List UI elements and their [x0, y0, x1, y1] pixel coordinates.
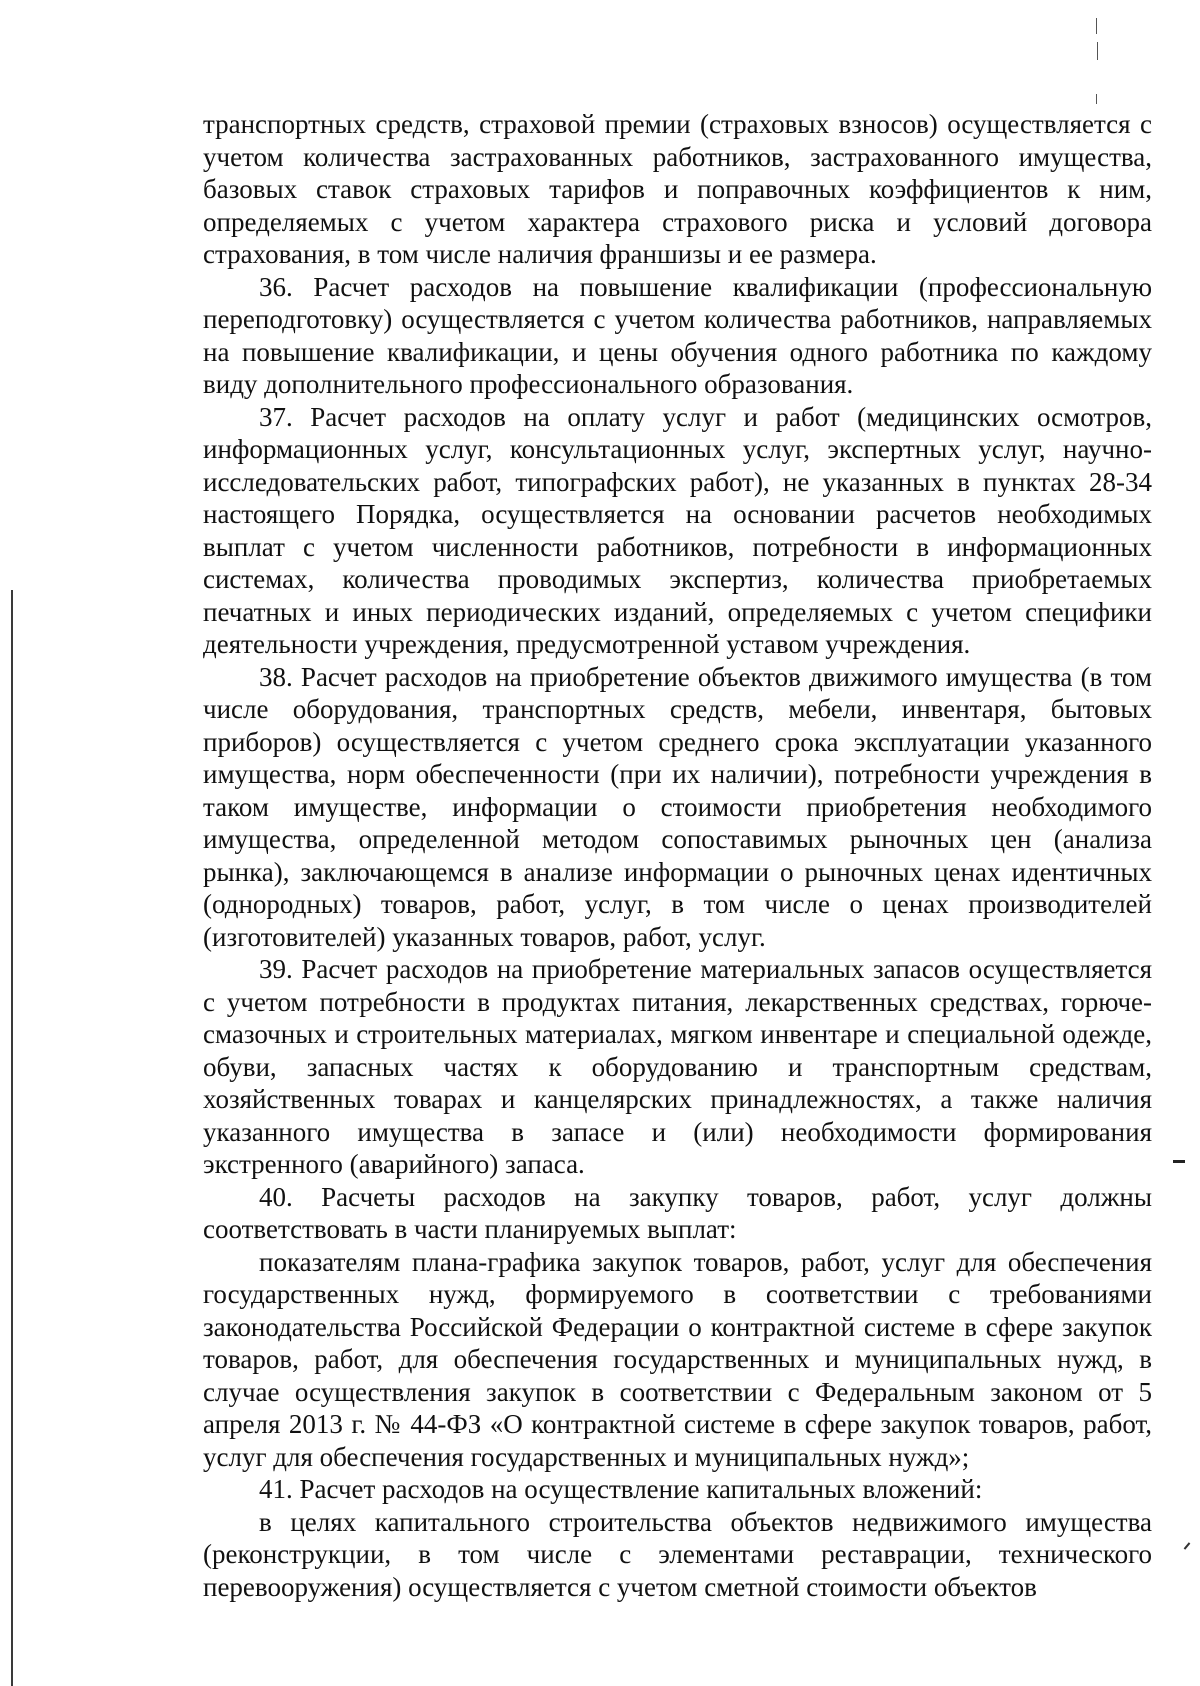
scan-artifact	[1096, 18, 1097, 34]
scan-artifact	[1097, 42, 1098, 60]
document-body	[203, 108, 1152, 1603]
margin-tick-mark	[1184, 1542, 1191, 1549]
paragraph-41-item: в целях капитального строительства объектов недвижимого имущества (реконструкции, в том числе с элементами реставрации, технического перевооружения) осуществляется с учетом сметной стоимости объектов	[203, 1506, 1152, 1602]
paragraph-41: 41. Расчет расходов на осуществление капитальных вложений:	[259, 1474, 983, 1504]
paragraph-40: 40. Расчеты расходов на закупку товаров, работ, услуг должны соответствовать в части планируемых выплат:	[203, 1181, 1152, 1244]
paragraph-37: 37. Расчет расходов на оплату услуг и работ (медицинских осмотров, информационных услуг, консультационных услуг, экспертных услуг, научно-исследовательских работ, типографских работ), не указанных в пунктах 28-34 настоящего Порядка, осуществляется на основании расчетов необходимых выплат с учетом численности работников, потребности в информационных системах, количества проводимых экспертиз, количества приобретаемых печатных и иных периодических изданий, определяемых с учетом специфики деятельности учреждения, предусмотренной уставом учреждения.	[203, 401, 1152, 659]
paragraph-continuation: транспортных средств, страховой премии (страховых взносов) осуществляется с учетом количества застрахованных работников, застрахованного имущества, базовых ставок страховых тарифов и поправочных коэффициентов к ним, определяемых с учетом характера страхового риска и условий договора страхования, в том числе наличия франшизы и ее размера.	[203, 109, 1152, 269]
paragraph-40-item: показателям плана-графика закупок товаров, работ, услуг для обеспечения государственных нужд, формируемого в соответствии с требованиями законодательства Российской Федерации о контрактной системе в сфере закупок товаров, работ, для обеспечения государственных и муниципальных нужд, в случае осуществления закупок в соответствии с Федеральным законом от 5 апреля 2013 г. № 44-ФЗ «О контрактной системе в сфере закупок товаров, работ, услуг для обеспечения государственных и муниципальных нужд»;	[203, 1246, 1152, 1472]
scan-edge-line	[11, 590, 13, 1686]
margin-dash-mark	[1173, 1160, 1185, 1163]
paragraph-38: 38. Расчет расходов на приобретение объектов движимого имущества (в том числе оборудования, транспортных средств, мебели, инвентаря, бытовых приборов) осуществляется с учетом среднего срока эксплуатации указанного имущества, норм обеспеченности (при их наличии), потребности учреждения в таком имуществе, информации о стоимости приобретения необходимого имущества, определенной методом сопоставимых рыночных цен (анализа рынка), заключающемся в анализе информации о рыночных ценах идентичных (однородных) товаров, работ, услуг, в том числе о ценах производителей (изготовителей) указанных товаров, работ, услуг.	[203, 661, 1152, 952]
paragraph-39: 39. Расчет расходов на приобретение материальных запасов осуществляется с учетом потребности в продуктах питания, лекарственных средствах, горюче-смазочных и строительных материалах, мягком инвентаре и специальной одежде, обуви, запасных частях к оборудованию и транспортным средствам, хозяйственных товарах и канцелярских принадлежностях, а также наличия указанного имущества в запасе и (или) необходимости формирования экстренного (аварийного) запаса.	[203, 954, 1152, 1179]
paragraph-36: 36. Расчет расходов на повышение квалификации (профессиональную переподготовку) осуществляется с учетом количества работников, направляемых на повышение квалификации, и цены обучения одного работника по каждому виду дополнительного профессионального образования.	[203, 271, 1152, 399]
scan-artifact	[1096, 94, 1097, 104]
